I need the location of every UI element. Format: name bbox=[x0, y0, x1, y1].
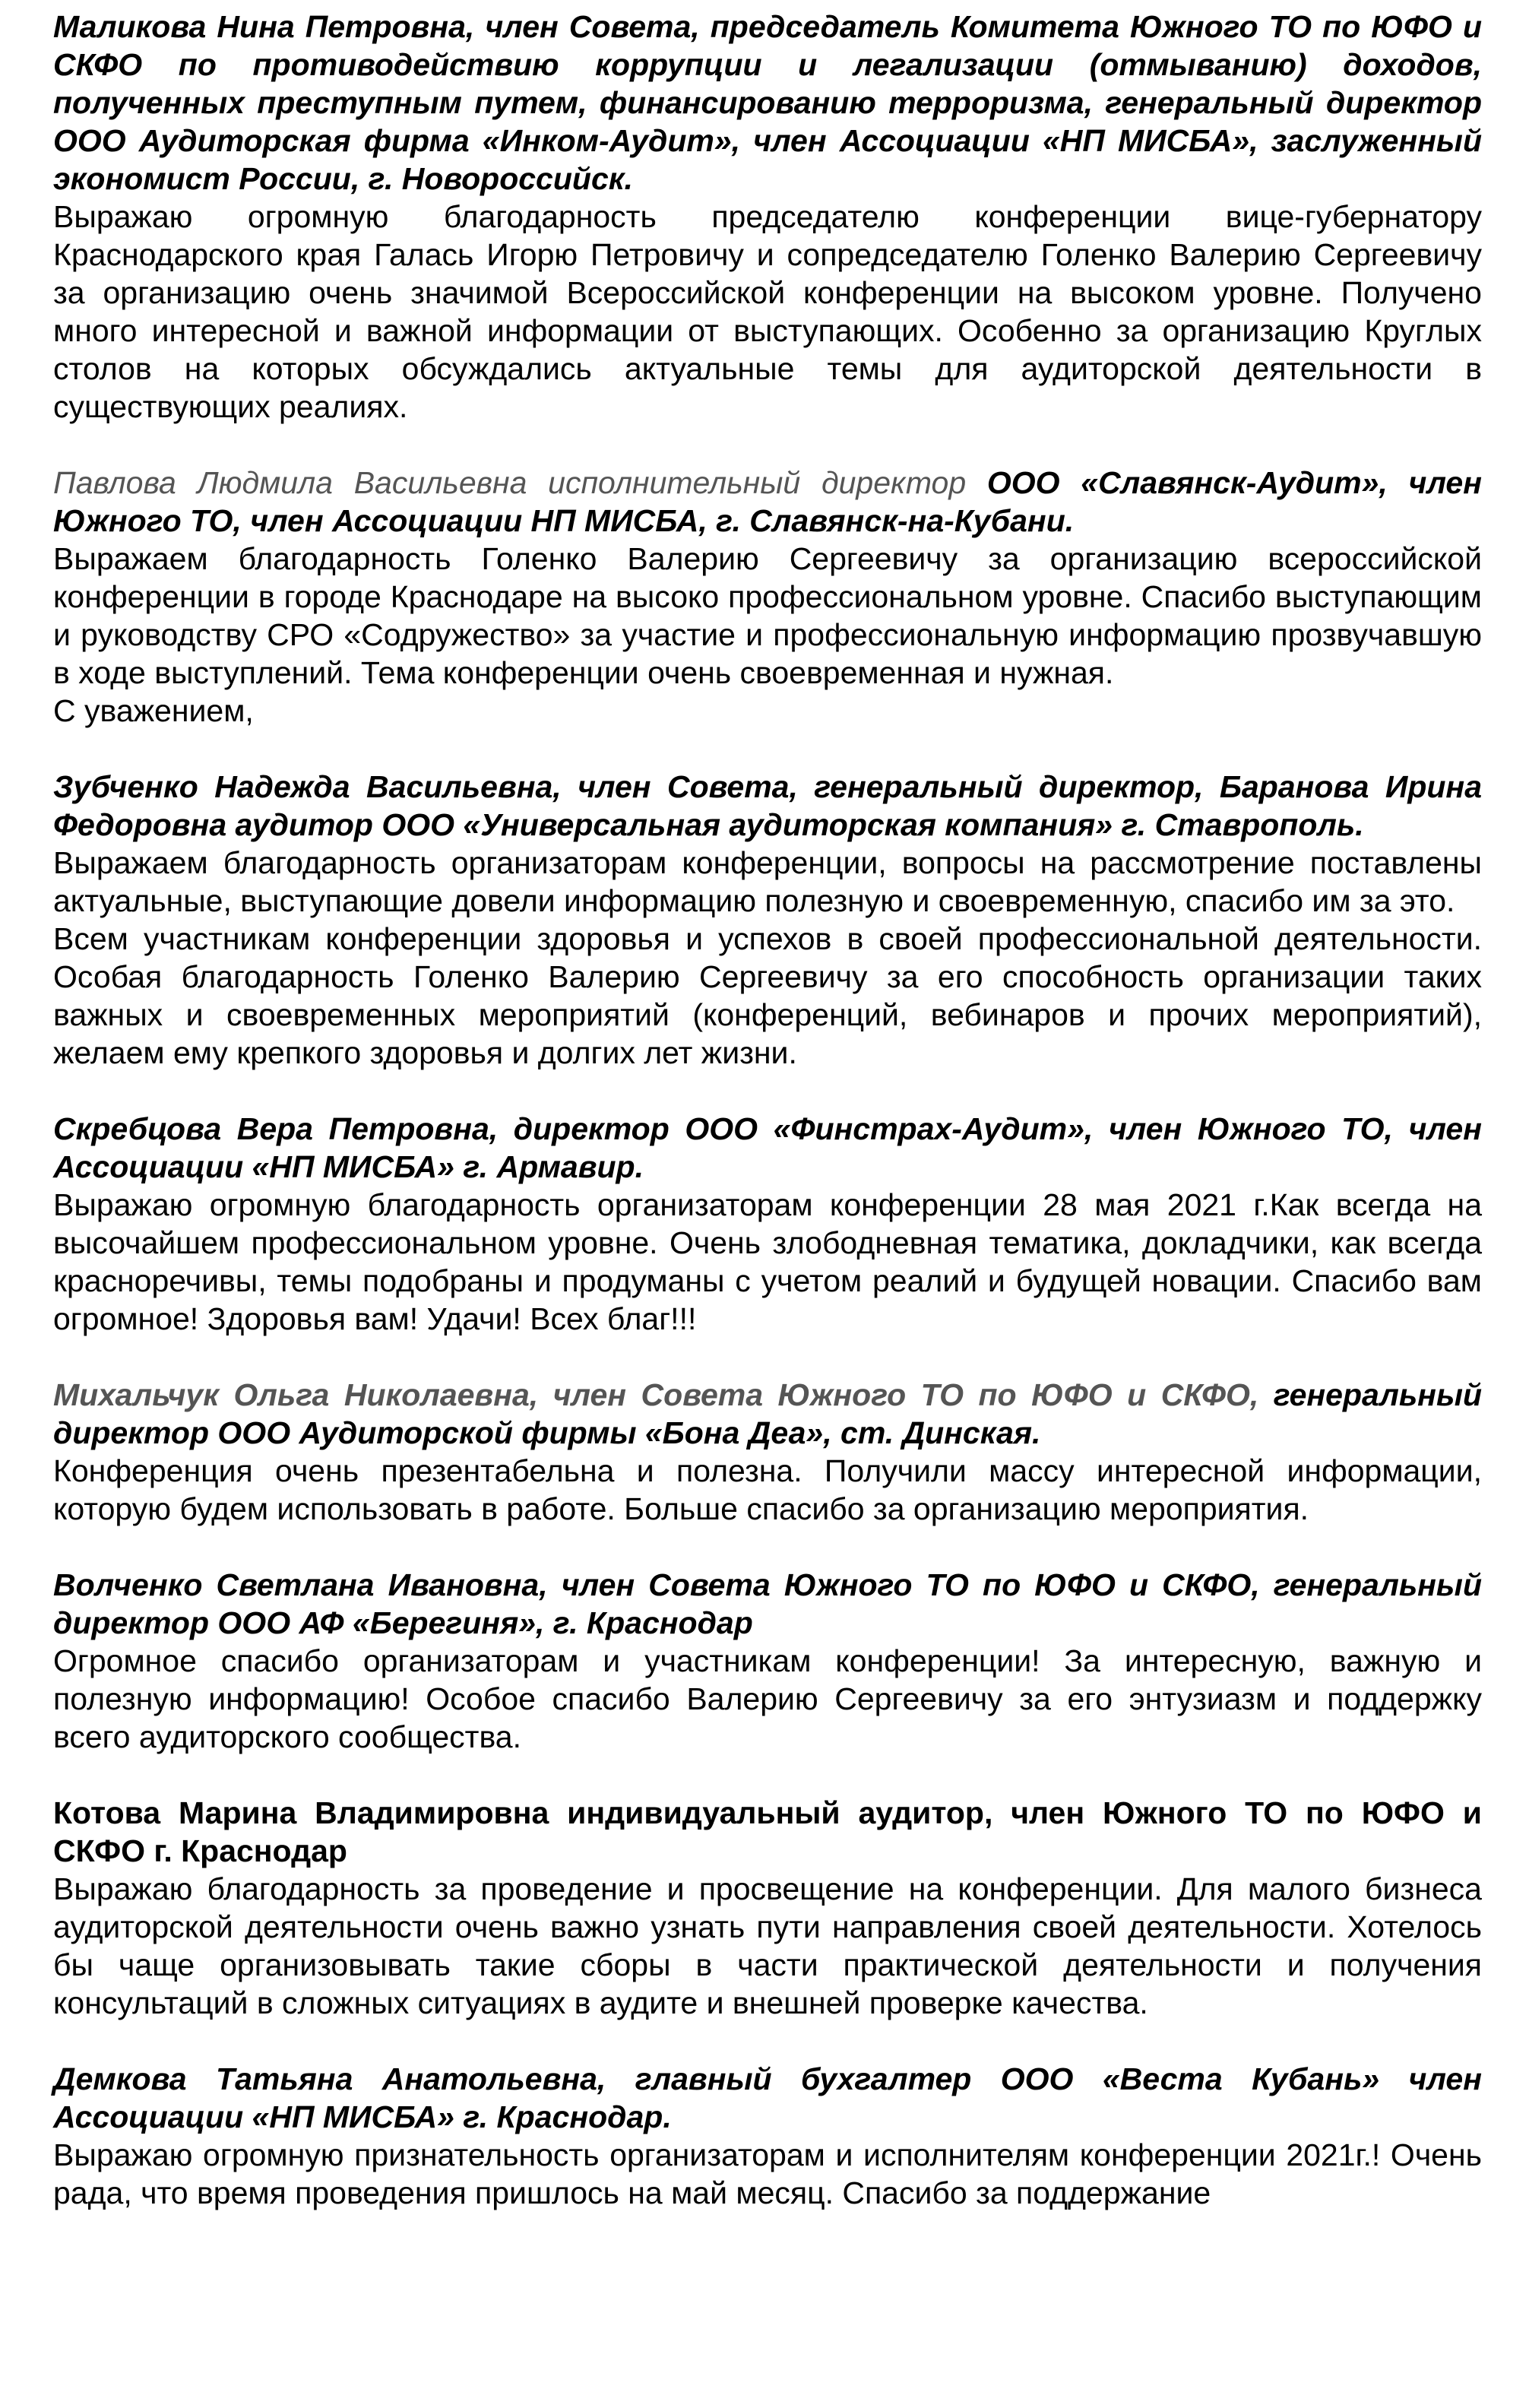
entry-author-header: Волченко Светлана Ивановна, член Совета Южного ТО по ЮФО и СКФО, генеральный директор ООО АФ «Берегиня», г. Краснодар bbox=[53, 1567, 1482, 1640]
entry-closing: С уважением, bbox=[53, 693, 254, 728]
document-page bbox=[53, 8, 1482, 2258]
entry-paragraph: Выражаю огромную благодарность председателю конференции вице-губернатору Краснодарского края Галась Игорю Петровичу и сопредседателю Голенко Валерию Сергеевичу за организацию очень значимой Всероссийской конференции на высоком уровне. Получено много интересной и важной информации от выступающих. Особенно за организацию Круглых столов на которых обсуждались актуальные темы для аудиторской деятельности в существующих реалиях. bbox=[53, 199, 1482, 424]
entry-paragraph-clipped bbox=[53, 2136, 1482, 2219]
entry-author-header: Зубченко Надежда Васильевна, член Совета, генеральный директор, Баранова Ирина Федоровна аудитор ООО «Универсальная аудиторская компания» г. Ставрополь. bbox=[53, 769, 1482, 842]
feedback-entry bbox=[53, 464, 1482, 730]
entry-author-header: Котова Марина Владимировна индивидуальный аудитор, член Южного ТО по ЮФО и СКФО г. Краснодар bbox=[53, 1795, 1482, 1868]
entry-author-header-rest: генеральный директор ООО Аудиторской фирмы «Бона Деа», ст. Динская. bbox=[53, 1377, 1482, 1450]
entry-author-header bbox=[53, 464, 1482, 540]
feedback-entry bbox=[53, 1794, 1482, 2022]
entry-author-header: Маликова Нина Петровна, член Совета, председатель Комитета Южного ТО по ЮФО и СКФО по противодействию коррупции и легализации (отмыванию) доходов, полученных преступным путем, финансированию терроризма, генеральный директор ООО Аудиторская фирма «Инком-Аудит», член Ассоциации «НП МИСБА», заслуженный экономист России, г. Новороссийск. bbox=[53, 9, 1482, 196]
entry-paragraph: Выражаем благодарность организаторам конференции, вопросы на рассмотрение поставлены актуальные, выступающие довели информацию полезную и своевременную, спасибо им за это. bbox=[53, 845, 1482, 918]
entry-author-header bbox=[53, 1376, 1482, 1452]
entry-paragraph: Выражаю огромную признательность организаторам и исполнителям конференции 2021г.! Очень рада, что время проведения пришлось на май месяц. Спасибо за поддержание bbox=[53, 2137, 1482, 2210]
feedback-entry bbox=[53, 1110, 1482, 1338]
feedback-entry bbox=[53, 2060, 1482, 2219]
entry-paragraph: Выражаю огромную благодарность организаторам конференции 28 мая 2021 г.Как всегда на высочайшем профессиональном уровне. Очень злободневная тематика, докладчики, как всегда красноречивы, темы подобраны и продуманы с учетом реалий и будущей новации. Спасибо вам огромное! Здоровья вам! Удачи! Всех благ!!! bbox=[53, 1187, 1482, 1336]
entry-paragraph: Конференция очень презентабельна и полезна. Получили массу интересной информации, которую будем использовать в работе. Больше спасибо за организацию мероприятия. bbox=[53, 1453, 1482, 1526]
entry-paragraph: Выражаем благодарность Голенко Валерию Сергеевичу за организацию всероссийской конференции в городе Краснодаре на высоко профессиональном уровне. Спасибо выступающим и руководству СРО «Содружество» за участие и профессиональную информацию прозвучавшую в ходе выступлений. Тема конференции очень своевременная и нужная. bbox=[53, 541, 1482, 690]
feedback-entry bbox=[53, 1376, 1482, 1528]
entry-author-header: Демкова Татьяна Анатольевна, главный бухгалтер ООО «Веста Кубань» член Ассоциации «НП МИСБА» г. Краснодар. bbox=[53, 2061, 1482, 2134]
entry-author-header-rest: ООО «Славянск-Аудит», член Южного ТО, член Ассоциации НП МИСБА, г. Славянск-на-Кубани. bbox=[53, 465, 1482, 538]
feedback-entry bbox=[53, 768, 1482, 1072]
entry-paragraph: Всем участникам конференции здоровья и успехов в своей профессиональной деятельности. Особая благодарность Голенко Валерию Сергеевичу за его способность организации таких важных и своевременных мероприятий (конференций, вебинаров и прочих мероприятий), желаем ему крепкого здоровья и долгих лет жизни. bbox=[53, 921, 1482, 1070]
entry-author-header: Скребцова Вера Петровна, директор ООО «Финстрах-Аудит», член Южного ТО, член Ассоциации «НП МИСБА» г. Армавир. bbox=[53, 1111, 1482, 1184]
entry-author-header-lead: Михальчук Ольга Николаевна, член Совета Южного ТО по ЮФО и СКФО, bbox=[53, 1377, 1259, 1412]
entry-paragraph: Огромное спасибо организаторам и участникам конференции! За интересную, важную и полезную информацию! Особое спасибо Валерию Сергеевичу за его энтузиазм и поддержку всего аудиторского сообщества. bbox=[53, 1643, 1482, 1754]
entry-author-header-lead: Павлова Людмила Васильевна исполнительный директор bbox=[53, 465, 967, 500]
entry-paragraph: Выражаю благодарность за проведение и просвещение на конференции. Для малого бизнеса аудиторской деятельности очень важно узнать пути направления своей деятельности. Хотелось бы чаще организовывать такие сборы в части практической деятельности и получения консультаций в сложных ситуациях в аудите и внешней проверке качества. bbox=[53, 1871, 1482, 2020]
feedback-entry bbox=[53, 1566, 1482, 1756]
feedback-entry bbox=[53, 8, 1482, 426]
